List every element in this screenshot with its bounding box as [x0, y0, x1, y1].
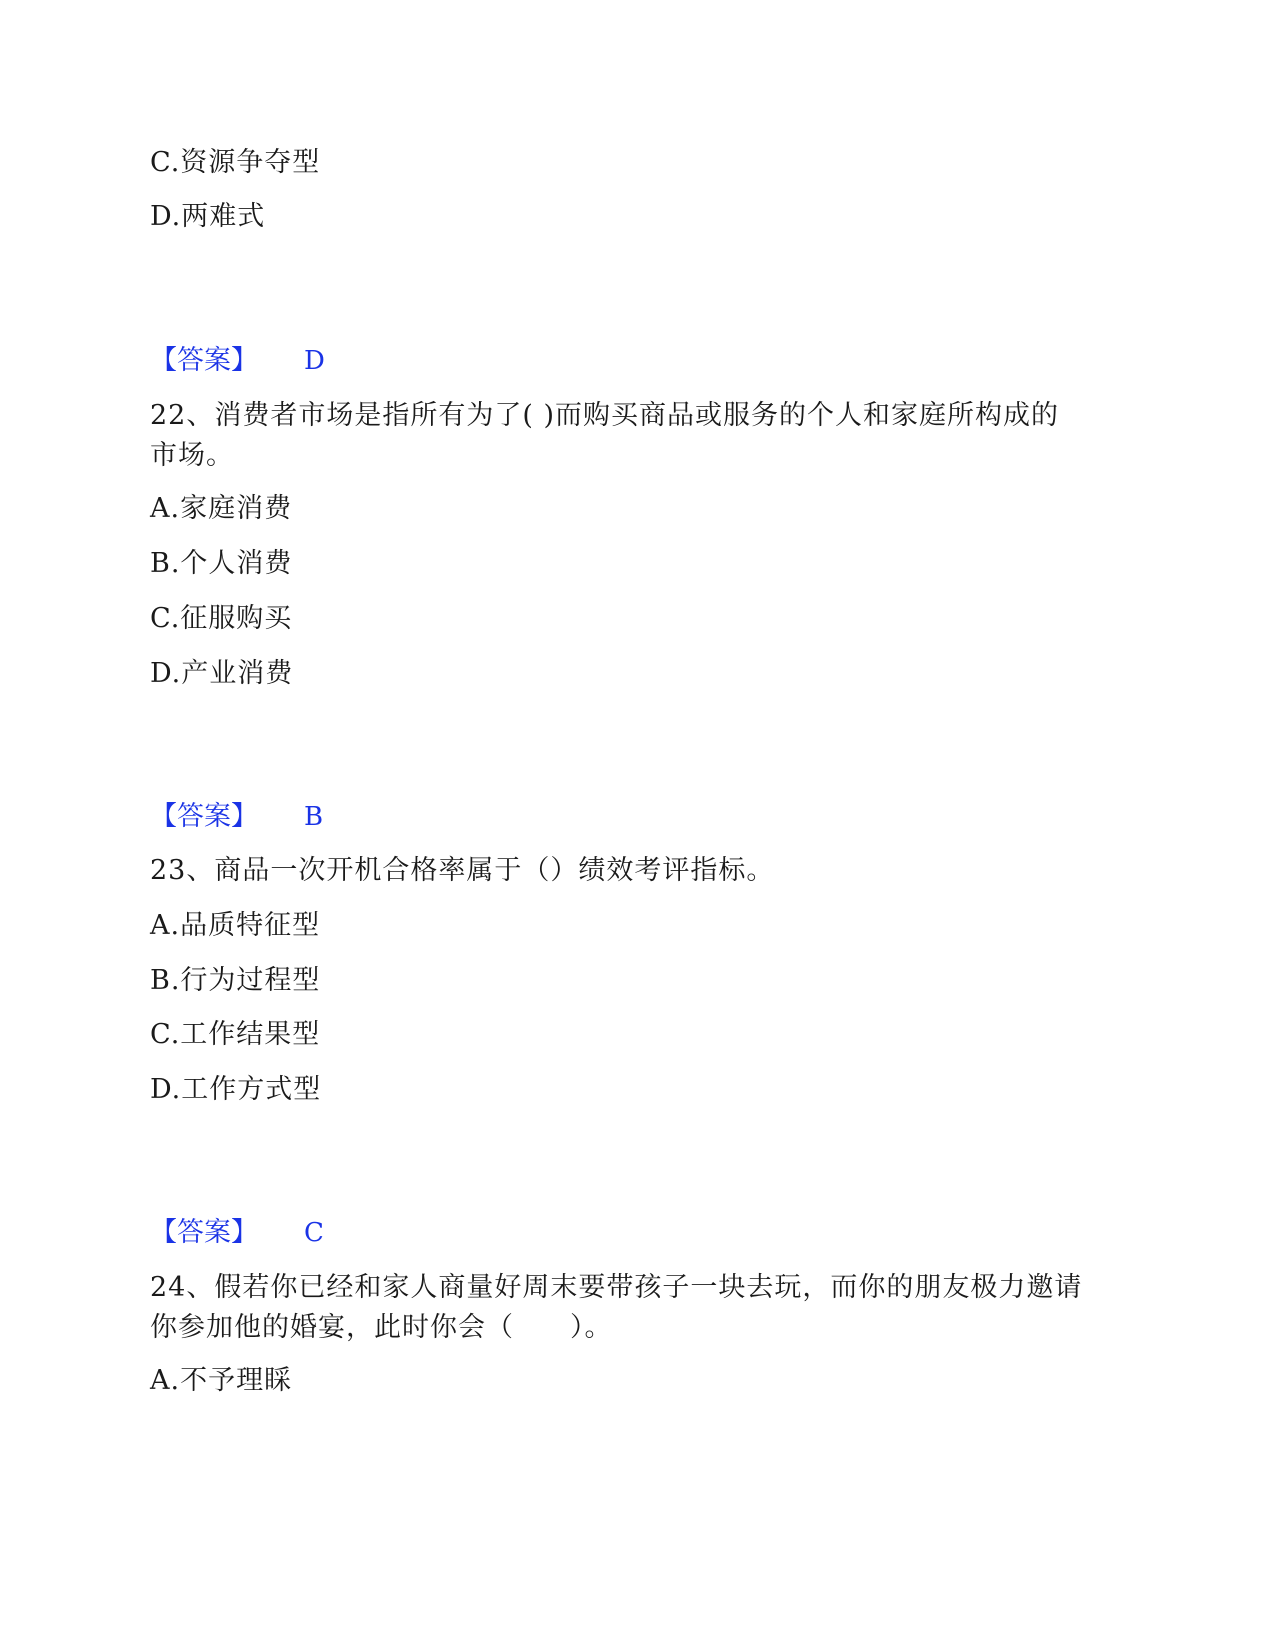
q23-option-d: D.工作方式型 [150, 1074, 322, 1105]
q23-option-a: A.品质特征型 [150, 910, 321, 941]
q24-stem-line1: 24、假若你已经和家人商量好周末要带孩子一块去玩，而你的朋友极力邀请 [150, 1272, 1083, 1303]
q22-stem [150, 396, 1110, 476]
q23-option-c: C.工作结果型 [150, 1019, 321, 1050]
answer-label: 【答案】 [150, 345, 258, 376]
q24-stem-line2: 你参加他的婚宴，此时你会（ ）。 [150, 1312, 613, 1343]
q22-option-d: D.产业消费 [150, 658, 294, 689]
q22-stem-line1: 22、消费者市场是指所有为了( )而购买商品或服务的个人和家庭所构成的 [150, 400, 1060, 431]
q21-option-d: D.两难式 [150, 201, 266, 232]
q21-answer [150, 342, 325, 380]
q24-stem [150, 1268, 1110, 1348]
q23-stem: 23、商品一次开机合格率属于（）绩效考评指标。 [150, 855, 775, 886]
answer-value: B [304, 802, 324, 832]
q23-option-b: B.行为过程型 [150, 965, 321, 996]
answer-value: D [304, 346, 325, 376]
answer-label: 【答案】 [150, 1217, 258, 1248]
answer-label: 【答案】 [150, 801, 258, 832]
q22-stem-line2: 市场。 [150, 440, 234, 471]
q23-answer [150, 1214, 324, 1252]
q22-option-c: C.征服购买 [150, 603, 293, 634]
q22-option-a: A.家庭消费 [150, 493, 293, 524]
q21-option-c: C.资源争夺型 [150, 147, 321, 178]
answer-value: C [304, 1218, 324, 1248]
q22-answer [150, 798, 323, 836]
q22-option-b: B.个人消费 [150, 548, 293, 579]
q24-option-a: A.不予理睬 [150, 1365, 293, 1396]
